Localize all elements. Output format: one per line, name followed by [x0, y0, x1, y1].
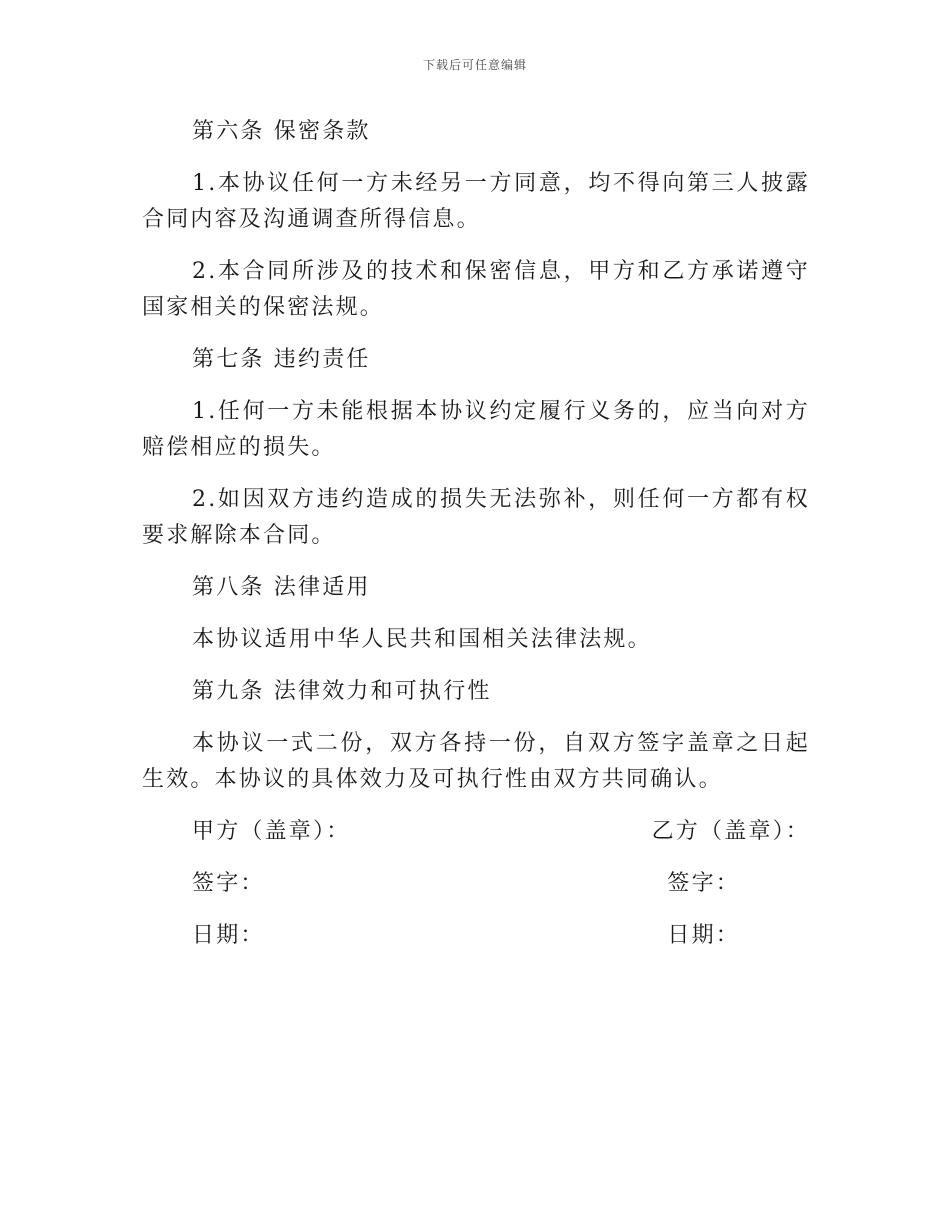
article-paragraph: 1.本协议任何一方未经另一方同意，均不得向第三人披露合同内容及沟通调查所得信息。 — [142, 171, 810, 232]
party-b-seal-label: 乙方（盖章）： — [651, 819, 810, 844]
article-7 — [142, 342, 810, 554]
page-header: 下载后可任意编辑 — [422, 58, 527, 72]
article-paragraph: 本协议适用中华人民共和国相关法律法规。 — [192, 627, 652, 652]
signature-block — [142, 814, 810, 954]
article-heading: 第八条 法律适用 — [192, 575, 371, 600]
signature-row-sign — [142, 866, 810, 902]
article-paragraph: 1.任何一方未能根据本协议约定履行义务的，应当向对方赔偿相应的损失。 — [142, 399, 810, 460]
article-paragraph: 2.如因双方违约造成的损失无法弥补，则任何一方都有权要求解除本合同。 — [142, 487, 810, 548]
article-heading: 第九条 法律效力和可执行性 — [192, 679, 492, 704]
party-b-sign-label: 签字： — [667, 871, 740, 896]
article-6 — [142, 114, 810, 326]
article-paragraph: 本协议一式二份，双方各持一份，自双方签字盖章之日起生效。本协议的具体效力及可执行性由双方共同确认。 — [142, 731, 810, 792]
party-a-seal-label: 甲方（盖章）： — [192, 819, 351, 844]
signature-row-date — [142, 918, 810, 954]
party-a-sign-label: 签字： — [192, 871, 265, 896]
article-paragraph: 2.本合同所涉及的技术和保密信息，甲方和乙方承诺遵守国家相关的保密法规。 — [142, 259, 810, 320]
party-a-date-label: 日期： — [192, 923, 265, 948]
party-b-date-label: 日期： — [667, 923, 740, 948]
article-heading: 第六条 保密条款 — [192, 119, 371, 144]
signature-row-seal — [142, 814, 810, 850]
article-heading: 第七条 违约责任 — [192, 347, 371, 372]
article-9 — [142, 674, 810, 798]
document-body — [142, 114, 810, 970]
article-8 — [142, 570, 810, 658]
